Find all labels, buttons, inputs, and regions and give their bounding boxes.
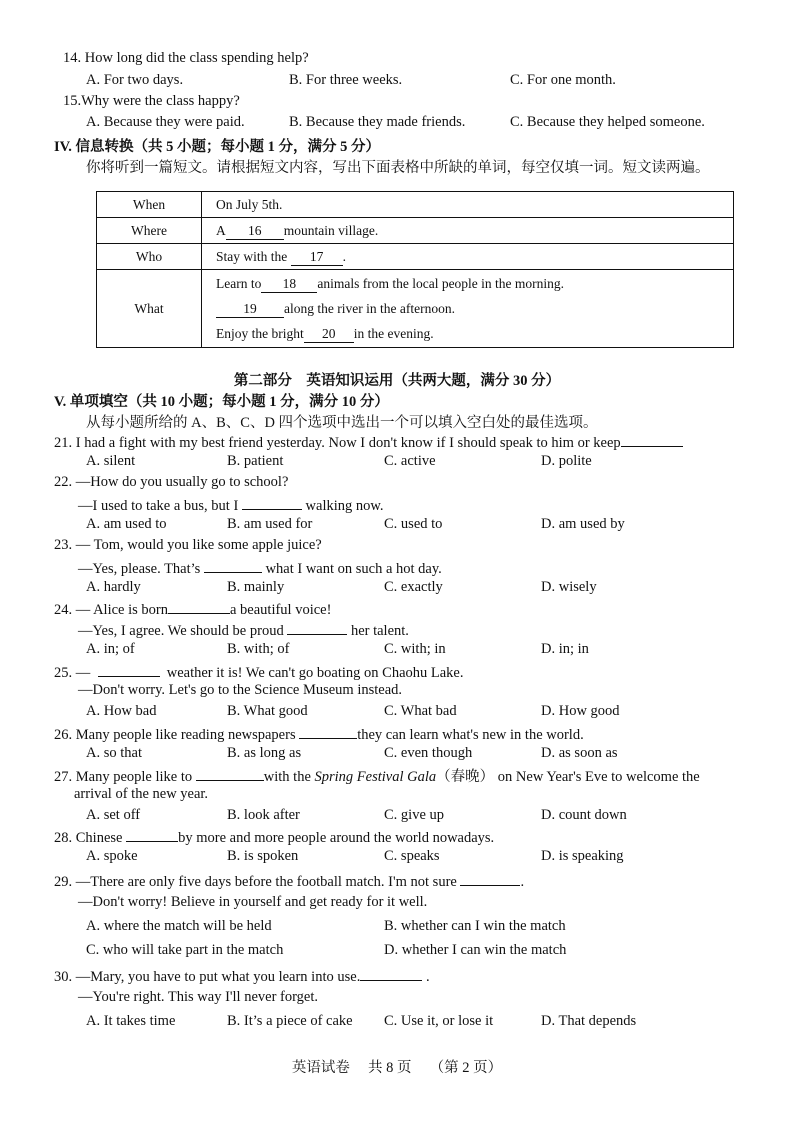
q21-stem: 21. I had a fight with my best friend yesterday. Now I don't know if I should speak to him or keep bbox=[54, 432, 683, 452]
table-value-what-3: Enjoy the bright 20 in the evening. bbox=[216, 326, 434, 341]
q14-option-c: C. For one month. bbox=[510, 72, 616, 88]
q29-stem: 29. —There are only five days before the football match. I'm not sure . bbox=[54, 871, 524, 891]
q24-blank-2[interactable] bbox=[287, 620, 347, 635]
q23-stem: 23. — Tom, would you like some apple juice? bbox=[54, 537, 322, 553]
q22-line2: —I used to take a bus, but I walking now. bbox=[78, 495, 384, 515]
part-2-title: 第二部分 英语知识运用（共两大题，满分 30 分） bbox=[233, 373, 561, 389]
table-label-when: When bbox=[97, 192, 202, 218]
table-value-what-2: 19 along the river in the afternoon. bbox=[216, 296, 733, 321]
blank-19[interactable]: 19 bbox=[216, 301, 284, 318]
q27-option-c: C. give up bbox=[384, 807, 445, 823]
q22-option-b: B. am used for bbox=[227, 516, 313, 532]
q30-option-a: A. It takes time bbox=[86, 1013, 176, 1029]
blank-20[interactable]: 20 bbox=[304, 326, 354, 343]
info-table bbox=[96, 191, 734, 348]
q25-option-d: D. How good bbox=[541, 703, 620, 719]
q26-option-d: D. as soon as bbox=[541, 745, 618, 761]
section-4-instruction: 你将听到一篇短文。请根据短文内容，写出下面表格中所缺的单词，每空仅填一词。短文读两遍。 bbox=[86, 160, 710, 176]
q28-blank[interactable] bbox=[126, 827, 178, 842]
q15-option-a: A. Because they were paid. bbox=[86, 114, 245, 130]
q21-option-c: C. active bbox=[384, 453, 436, 469]
blank-16[interactable]: 16 bbox=[226, 223, 284, 240]
q28-stem: 28. Chinese by more and more people around the world nowadays. bbox=[54, 827, 494, 847]
q25-option-c: C. What bad bbox=[384, 703, 457, 719]
q28-option-d: D. is speaking bbox=[541, 848, 624, 864]
q22-option-a: A. am used to bbox=[86, 516, 167, 532]
section-5-title: V. 单项填空（共 10 小题；每小题 1 分，满分 10 分） bbox=[54, 394, 389, 410]
q14-option-a: A. For two days. bbox=[86, 72, 184, 88]
q29-option-d: D. whether I can win the match bbox=[384, 942, 567, 958]
q23-option-d: D. wisely bbox=[541, 579, 597, 595]
table-label-what: What bbox=[97, 270, 202, 348]
section-5-instruction: 从每小题所给的 A、B、C、D 四个选项中选出一个可以填入空白处的最佳选项。 bbox=[86, 415, 598, 431]
q27-line2: arrival of the new year. bbox=[74, 786, 209, 802]
q25-line2: —Don't worry. Let's go to the Science Museum instead. bbox=[78, 682, 403, 698]
blank-18[interactable]: 18 bbox=[261, 276, 317, 293]
q24-line2: —Yes, I agree. We should be proud her talent. bbox=[78, 620, 409, 640]
q24-option-b: B. with; of bbox=[227, 641, 290, 657]
q24-stem: 24. — Alice is born a beautiful voice! bbox=[54, 599, 331, 619]
q25-stem: 25. — weather it is! We can't go boating on Chaohu Lake. bbox=[54, 662, 463, 682]
table-value-when: On July 5th. bbox=[216, 197, 283, 212]
q24-option-d: D. in; in bbox=[541, 641, 589, 657]
q15-option-b: B. Because they made friends. bbox=[289, 114, 466, 130]
q21-option-d: D. polite bbox=[541, 453, 592, 469]
q24-option-c: C. with; in bbox=[384, 641, 446, 657]
blank-17[interactable]: 17 bbox=[291, 249, 343, 266]
q23-option-b: B. mainly bbox=[227, 579, 285, 595]
q22-blank[interactable] bbox=[242, 495, 302, 510]
q26-option-b: B. as long as bbox=[227, 745, 302, 761]
q25-option-a: A. How bad bbox=[86, 703, 157, 719]
table-label-where: Where bbox=[97, 218, 202, 244]
q30-option-c: C. Use it, or lose it bbox=[384, 1013, 494, 1029]
q14-stem: 14. How long did the class spending help? bbox=[63, 50, 309, 66]
table-value-who: Stay with the 17 . bbox=[216, 249, 346, 264]
q30-line2: —You're right. This way I'll never forget. bbox=[78, 989, 319, 1005]
q30-option-b: B. It’s a piece of cake bbox=[227, 1013, 353, 1029]
q27-option-b: B. look after bbox=[227, 807, 300, 823]
table-label-who: Who bbox=[97, 244, 202, 270]
q25-option-b: B. What good bbox=[227, 703, 308, 719]
q24-blank-1[interactable] bbox=[168, 599, 230, 614]
q24-option-a: A. in; of bbox=[86, 641, 135, 657]
q14-option-b: B. For three weeks. bbox=[289, 72, 403, 88]
q23-option-c: C. exactly bbox=[384, 579, 443, 595]
q21-blank[interactable] bbox=[621, 432, 683, 447]
q26-stem: 26. Many people like reading newspapers they can learn what's new in the world. bbox=[54, 724, 584, 744]
q26-option-c: C. even though bbox=[384, 745, 473, 761]
q22-stem: 22. —How do you usually go to school? bbox=[54, 474, 289, 490]
q27-blank[interactable] bbox=[196, 766, 264, 781]
q29-option-c: C. who will take part in the match bbox=[86, 942, 284, 958]
q29-blank[interactable] bbox=[460, 871, 520, 886]
table-value-where: A 16 mountain village. bbox=[216, 223, 379, 238]
q30-option-d: D. That depends bbox=[541, 1013, 637, 1029]
table-value-what-1: Learn to 18 animals from the local people in the morning. bbox=[216, 276, 565, 291]
q26-option-a: A. so that bbox=[86, 745, 142, 761]
q28-option-a: A. spoke bbox=[86, 848, 138, 864]
q22-option-d: D. am used by bbox=[541, 516, 625, 532]
q23-line2: —Yes, please. That’s what I want on such a hot day. bbox=[78, 558, 442, 578]
q27-option-d: D. count down bbox=[541, 807, 627, 823]
q29-option-a: A. where the match will be held bbox=[86, 918, 272, 934]
q30-stem: 30. —Mary, you have to put what you learn into use. . bbox=[54, 966, 430, 986]
q23-option-a: A. hardly bbox=[86, 579, 141, 595]
q25-blank[interactable] bbox=[98, 662, 160, 677]
q29-line2: —Don't worry! Believe in yourself and get ready for it well. bbox=[78, 894, 428, 910]
q21-option-b: B. patient bbox=[227, 453, 284, 469]
q26-blank[interactable] bbox=[299, 724, 357, 739]
page-footer: 英语试卷 共 8 页 （第 2 页） bbox=[291, 1060, 503, 1076]
q28-option-b: B. is spoken bbox=[227, 848, 299, 864]
q21-option-a: A. silent bbox=[86, 453, 136, 469]
q15-stem: 15.Why were the class happy? bbox=[63, 93, 240, 109]
q23-blank[interactable] bbox=[204, 558, 262, 573]
q27-option-a: A. set off bbox=[86, 807, 141, 823]
q28-option-c: C. speaks bbox=[384, 848, 440, 864]
q30-blank[interactable] bbox=[360, 966, 422, 981]
section-4-title: IV. 信息转换（共 5 小题；每小题 1 分，满分 5 分） bbox=[54, 139, 380, 155]
q15-option-c: C. Because they helped someone. bbox=[510, 114, 705, 130]
q22-option-c: C. used to bbox=[384, 516, 443, 532]
q27-stem: 27. Many people like to with the Spring Festival Gala（春晚） on New Year's Eve to welcome the bbox=[54, 765, 700, 786]
q29-option-b: B. whether can I win the match bbox=[384, 918, 566, 934]
